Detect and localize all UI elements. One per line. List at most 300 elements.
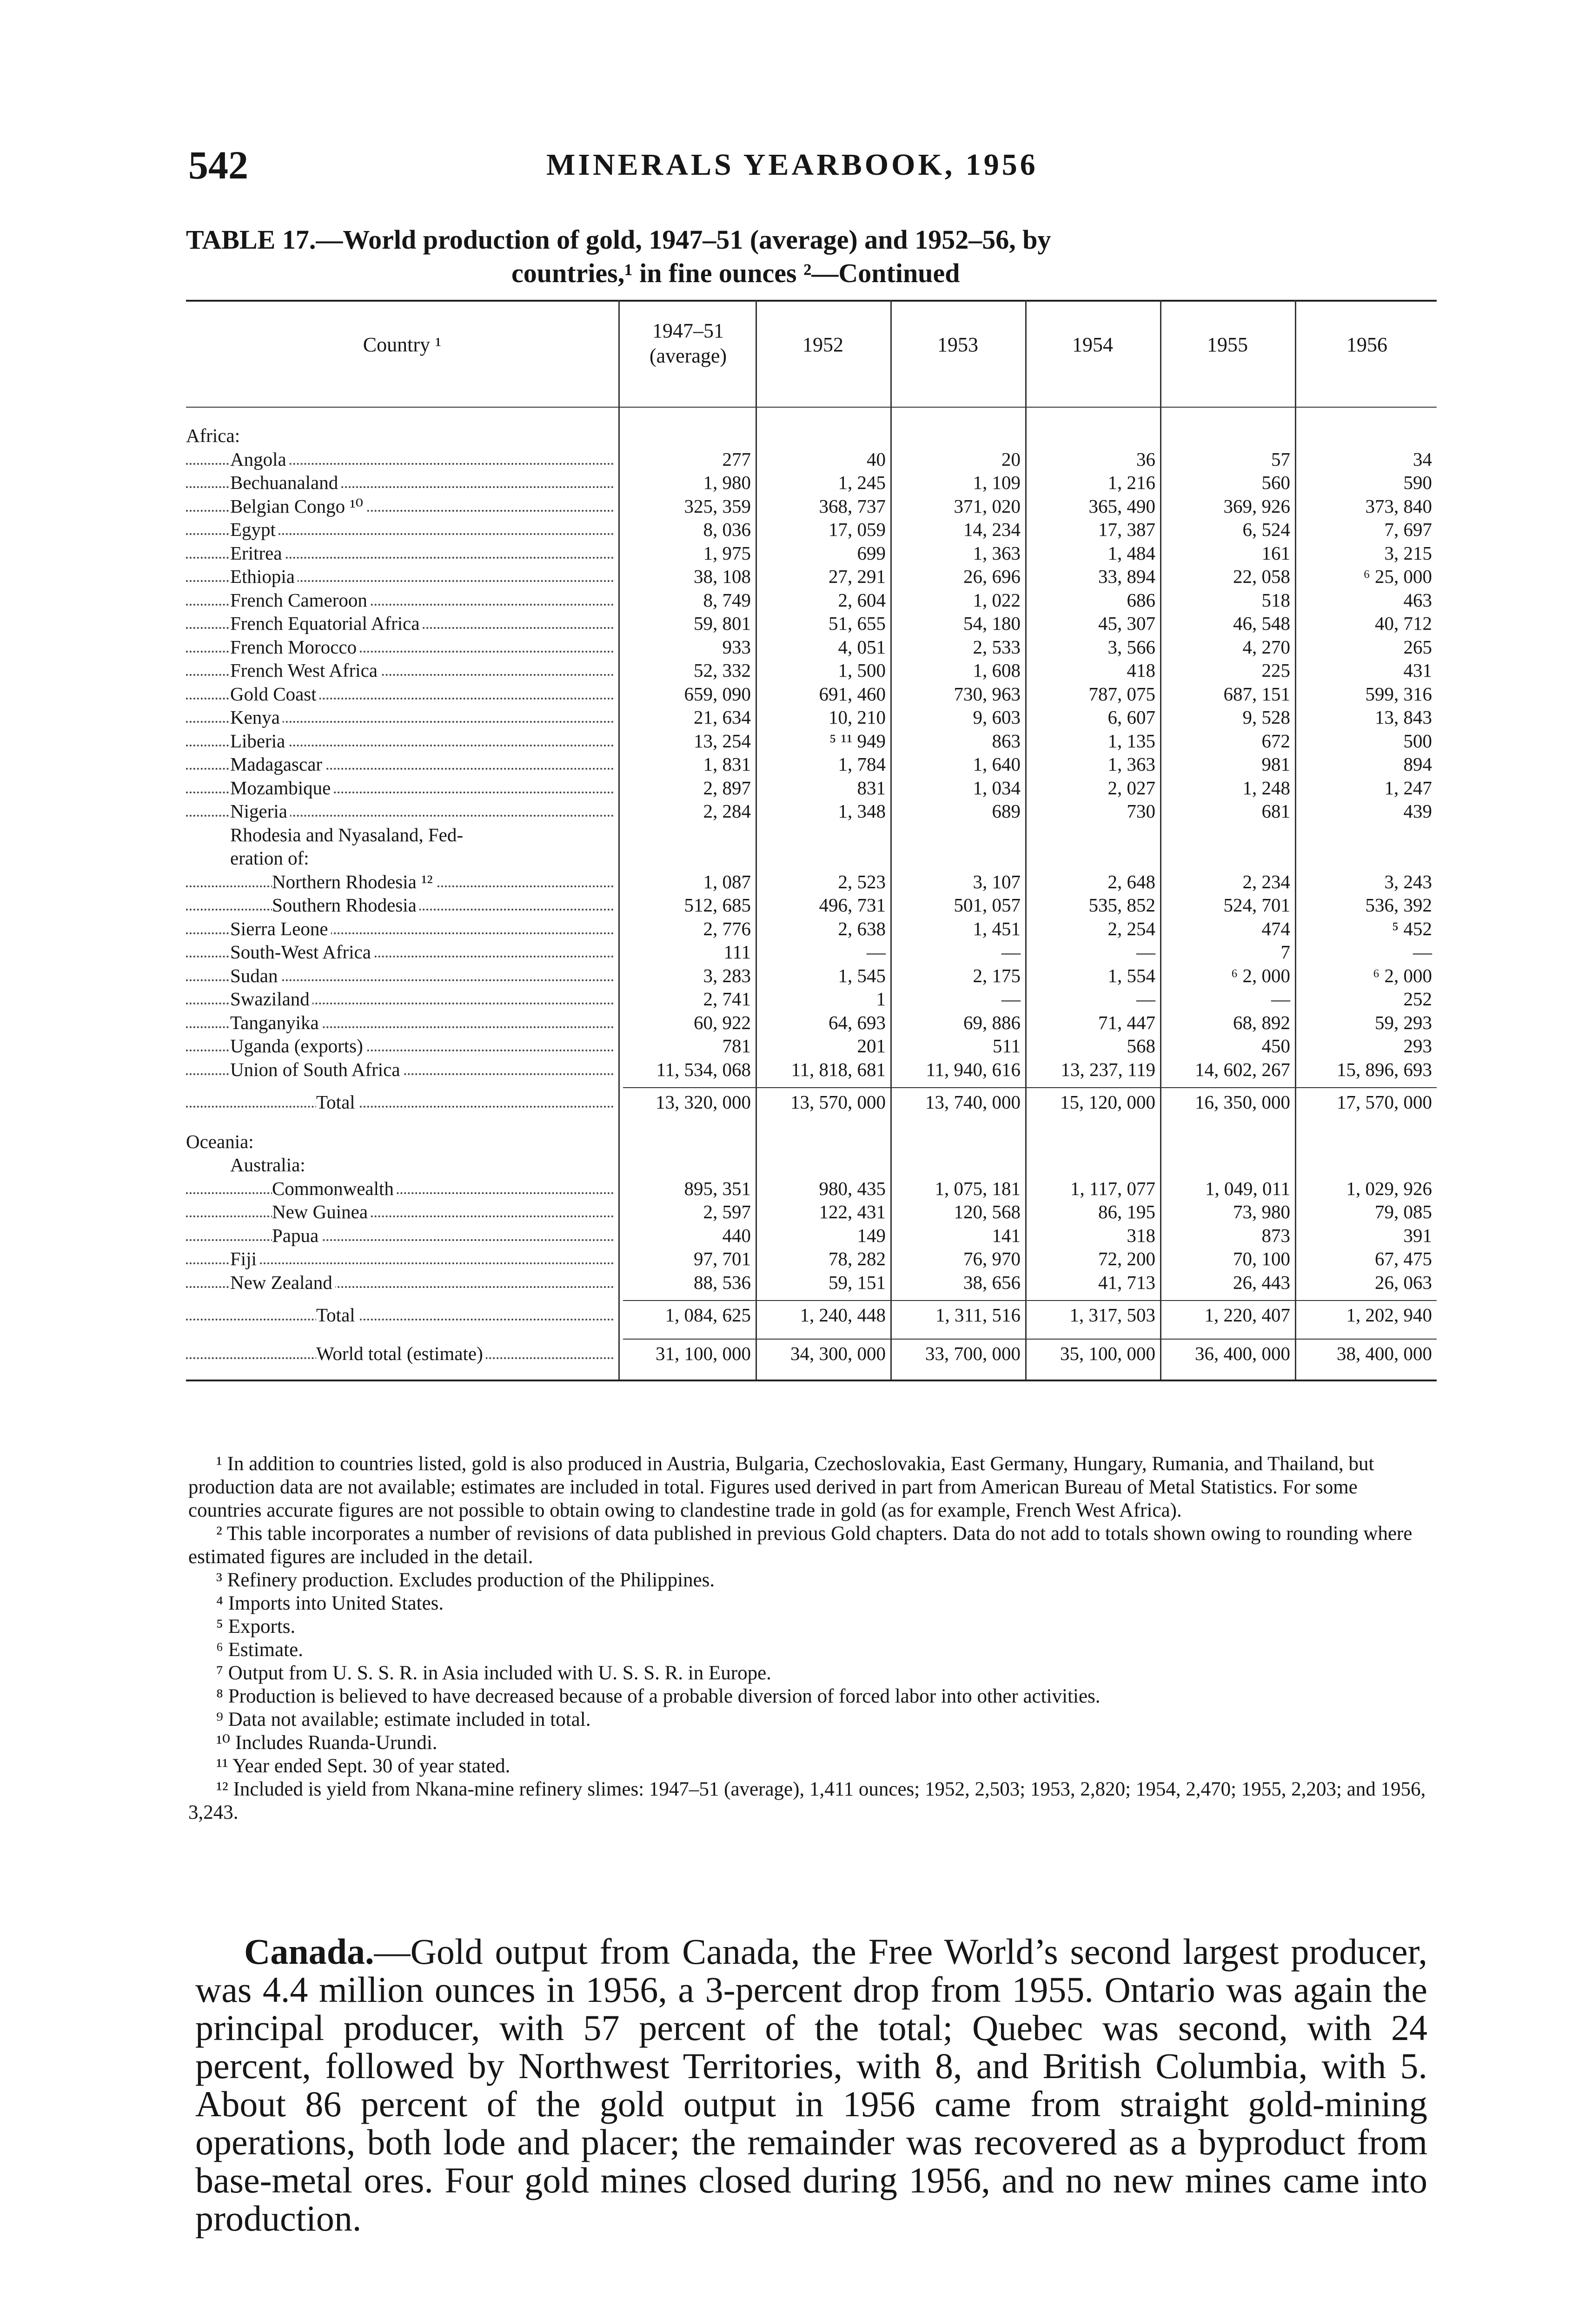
table-cell: 1, 640 xyxy=(973,753,1021,775)
country-label xyxy=(186,612,618,634)
table-cell: 70, 100 xyxy=(1233,1248,1290,1269)
table-cell: 1, 087 xyxy=(703,871,751,892)
table-cell: 1, 784 xyxy=(838,753,886,775)
row-label-text: Angola xyxy=(230,449,289,470)
country-label xyxy=(186,1154,618,1176)
section-heading xyxy=(186,1130,618,1153)
row-label-text: Union of South Africa xyxy=(230,1059,403,1080)
table-cell: 35, 100, 000 xyxy=(1060,1342,1155,1364)
row-label-text: Africa: xyxy=(186,425,243,446)
column-heading: 1947–51 (average) xyxy=(649,319,727,367)
table-cell: 4, 051 xyxy=(838,636,886,658)
table-cell: 13, 570, 000 xyxy=(790,1091,886,1113)
country-label xyxy=(186,800,618,822)
table-cell: 1, 034 xyxy=(973,777,1021,799)
row-label-text: French Equatorial Africa xyxy=(230,613,423,634)
table-caption xyxy=(186,223,1441,290)
table-cell: 2, 523 xyxy=(838,871,886,892)
table-cell: 76, 970 xyxy=(963,1248,1021,1269)
table-cell: 518 xyxy=(1261,589,1290,611)
table-cell: 1, 216 xyxy=(1107,472,1155,493)
row-label-text: Mozambique xyxy=(230,777,333,799)
row-label-text: French Morocco xyxy=(230,636,359,658)
table-cell: 1, 135 xyxy=(1107,730,1155,752)
table-cell: 201 xyxy=(857,1035,886,1056)
table-cell: 781 xyxy=(722,1035,751,1056)
row-label-text: Liberia xyxy=(230,730,288,752)
column-rule xyxy=(1160,300,1161,1380)
table-cell: ⁵ 452 xyxy=(1392,918,1432,939)
table-cell: 141 xyxy=(992,1224,1021,1246)
table-cell: 1, 075, 181 xyxy=(935,1177,1021,1199)
table-cell: 22, 058 xyxy=(1233,566,1290,587)
country-label xyxy=(186,1011,618,1034)
table-cell: 149 xyxy=(857,1224,886,1246)
table-cell: 831 xyxy=(857,777,886,799)
table-cell: 17, 059 xyxy=(829,519,886,540)
column-heading: 1956 xyxy=(1346,333,1387,356)
table-cell: 730, 963 xyxy=(954,683,1021,705)
row-label-text: Northern Rhodesia ¹² xyxy=(272,871,436,892)
row-label-text: Papua xyxy=(272,1225,321,1246)
table-cell: 687, 151 xyxy=(1223,683,1290,705)
table-cell: 1, 240, 448 xyxy=(800,1304,886,1326)
table-cell: 1, 311, 516 xyxy=(935,1304,1021,1326)
table-cell: 895, 351 xyxy=(684,1177,751,1199)
row-label-text: Nigeria xyxy=(230,800,290,822)
footnote: ¹ In addition to countries listed, gold is also produced in Austria, Bulgaria, Czechoslovakia, East Germany, Hungary, Rumania, and Thailand, but production data are not available; estimates are included in total. Figures used derived in part from American Bureau of Metal Statistics. For some countries accurate figures are not possible to obtain owing to clandestine trade in gold (as for example, French West Africa). xyxy=(188,1453,1374,1521)
row-label-text: South-West Africa xyxy=(230,941,374,963)
table-cell: 26, 443 xyxy=(1233,1271,1290,1293)
row-label-text: Eritrea xyxy=(230,542,285,564)
country-label xyxy=(186,730,618,752)
footnote: ³ Refinery production. Excludes production of the Philippines. xyxy=(216,1569,715,1591)
table-cell: 13, 237, 119 xyxy=(1061,1058,1155,1080)
country-label xyxy=(186,706,618,728)
table-cell: 26, 696 xyxy=(963,566,1021,587)
table-cell: 79, 085 xyxy=(1375,1201,1432,1222)
table-cell: 689 xyxy=(992,800,1021,822)
total-label xyxy=(186,1342,618,1365)
table-cell: 1, 608 xyxy=(973,660,1021,681)
table-cell: 11, 940, 616 xyxy=(926,1058,1021,1080)
table-cell: 2, 604 xyxy=(838,589,886,611)
table-cell: ⁶ 25, 000 xyxy=(1363,566,1432,587)
table-cell: 13, 254 xyxy=(694,730,751,752)
table-cell: 6, 524 xyxy=(1242,519,1290,540)
table-cell: 64, 693 xyxy=(829,1011,886,1033)
table-cell: 67, 475 xyxy=(1375,1248,1432,1269)
row-label-text: Fiji xyxy=(230,1248,259,1269)
table-cell: 31, 100, 000 xyxy=(656,1342,751,1364)
table-cell: 560 xyxy=(1261,472,1290,493)
table-cell: 11, 534, 068 xyxy=(656,1058,751,1080)
table-cell: — xyxy=(1271,988,1290,1010)
table-cell: 1, 975 xyxy=(703,542,751,564)
table-cell: 1, 500 xyxy=(838,660,886,681)
table-cell: 13, 740, 000 xyxy=(925,1091,1021,1113)
table-cell: 1, 109 xyxy=(973,472,1021,493)
table-cell: 15, 896, 693 xyxy=(1337,1058,1432,1080)
table-cell: 52, 332 xyxy=(694,660,751,681)
table-cell: 568 xyxy=(1127,1035,1155,1056)
row-label-text: Commonwealth xyxy=(272,1178,397,1199)
table-cell: 496, 731 xyxy=(819,894,886,916)
table-cell: 33, 700, 000 xyxy=(925,1342,1021,1364)
row-label-text: New Zealand xyxy=(230,1272,335,1293)
row-label-text: Oceania: xyxy=(186,1131,257,1152)
table-cell: 1, 348 xyxy=(838,800,886,822)
table-cell: 1, 317, 503 xyxy=(1069,1304,1155,1326)
table-cell: 68, 892 xyxy=(1233,1011,1290,1033)
table-cell: 2, 533 xyxy=(973,636,1021,658)
country-label xyxy=(186,988,618,1010)
footnote: ¹⁰ Includes Ruanda-Urundi. xyxy=(216,1732,438,1754)
total-label xyxy=(186,1304,618,1326)
table-cell: 27, 291 xyxy=(829,566,886,587)
table-cell: 111 xyxy=(723,941,751,963)
table-cell: 9, 528 xyxy=(1242,706,1290,728)
table-cell: 88, 536 xyxy=(694,1271,751,1293)
table-cell: 57 xyxy=(1271,448,1290,470)
row-label-text: World total (estimate) xyxy=(316,1343,486,1364)
table-cell: 225 xyxy=(1261,660,1290,681)
table-cell: 69, 886 xyxy=(963,1011,1021,1033)
table-cell: 440 xyxy=(722,1224,751,1246)
table-cell: 17, 387 xyxy=(1098,519,1155,540)
table-cell: 71, 447 xyxy=(1098,1011,1155,1033)
country-label xyxy=(186,636,618,658)
table-cell: 1, 363 xyxy=(973,542,1021,564)
row-label-text: Total xyxy=(316,1091,358,1113)
country-label xyxy=(186,683,618,705)
table-cell: 2, 741 xyxy=(703,988,751,1010)
table-cell: 431 xyxy=(1403,660,1432,681)
table-cell: 3, 107 xyxy=(973,871,1021,892)
country-label xyxy=(186,471,618,494)
table-cell: 16, 350, 000 xyxy=(1195,1091,1290,1113)
row-label-text: French West Africa xyxy=(230,660,380,681)
production-table xyxy=(186,300,1437,1381)
table-cell: 14, 602, 267 xyxy=(1195,1058,1290,1080)
table-cell: 38, 656 xyxy=(963,1271,1021,1293)
country-label xyxy=(186,1248,618,1270)
paragraph-text: —Gold output from Canada, the Free World’s second largest producer, was 4.4 million ounces in 1956, a 3-percent drop from 1955. Ontario was again the principal producer, with 57 percent of the total; Quebec was second, with 24 percent, followed by Northwest Territories, with 8, and British Columbia, with 5. About 86 percent of the gold output in 1956 came from straight gold-mining operations, both lode and placer; the remainder was recovered as a byproduct from base-metal ores. Four gold mines closed during 1956, and no new mines came into production. xyxy=(195,1931,1427,2238)
footnote: ² This table incorporates a number of revisions of data published in previous Gold chapters. Data do not add to totals shown owing to rounding where estimated figures are included in the detail. xyxy=(188,1523,1412,1568)
table-cell: 1, 220, 407 xyxy=(1204,1304,1290,1326)
column-rule xyxy=(890,300,892,1380)
table-cell: 11, 818, 681 xyxy=(791,1058,886,1080)
table-cell: 3, 566 xyxy=(1107,636,1155,658)
table-caption-line-1: TABLE 17.—World production of gold, 1947–51 (average) and 1952–56, by xyxy=(186,224,1051,255)
footnote: ⁹ Data not available; estimate included in total. xyxy=(216,1709,591,1730)
country-label xyxy=(186,1271,618,1294)
table-cell: ⁶ 2, 000 xyxy=(1372,964,1432,986)
table-cell: 873 xyxy=(1261,1224,1290,1246)
column-rule xyxy=(618,300,620,1380)
country-label xyxy=(186,1201,618,1223)
table-cell: 1, 248 xyxy=(1242,777,1290,799)
table-cell: 38, 108 xyxy=(694,566,751,587)
table-cell: 536, 392 xyxy=(1365,894,1432,916)
row-label-text: Madagascar xyxy=(230,753,325,775)
table-cell: 45, 307 xyxy=(1098,613,1155,634)
header-rule xyxy=(186,407,1437,408)
country-label xyxy=(186,847,618,869)
table-cell: 72, 200 xyxy=(1098,1248,1155,1269)
table-cell: 7 xyxy=(1280,941,1290,963)
table-cell: 36, 400, 000 xyxy=(1195,1342,1290,1364)
table-cell: ⁶ 2, 000 xyxy=(1231,964,1290,986)
table-cell: 38, 400, 000 xyxy=(1337,1342,1432,1364)
footnote: ⁶ Estimate. xyxy=(216,1639,303,1661)
table-cell: 500 xyxy=(1403,730,1432,752)
footnote: ¹¹ Year ended Sept. 30 of year stated. xyxy=(216,1755,511,1777)
table-cell: 59, 151 xyxy=(829,1271,886,1293)
table-cell: 365, 490 xyxy=(1088,495,1155,517)
total-label xyxy=(186,1091,618,1113)
table-cell: 1, 202, 940 xyxy=(1346,1304,1432,1326)
table-cell: 40 xyxy=(867,448,886,470)
column-rule xyxy=(1295,300,1296,1380)
country-label xyxy=(186,941,618,963)
row-label-text: French Cameroon xyxy=(230,589,370,611)
row-label-text: Bechuanaland xyxy=(230,472,341,493)
table-cell: 59, 801 xyxy=(694,613,751,634)
column-heading: 1955 xyxy=(1207,333,1248,356)
table-cell: 980, 435 xyxy=(819,1177,886,1199)
table-cell: 599, 316 xyxy=(1365,683,1432,705)
leader-dots xyxy=(186,1106,614,1108)
country-label xyxy=(186,753,618,775)
table-cell: 122, 431 xyxy=(819,1201,886,1222)
row-label-text: Belgian Congo ¹⁰ xyxy=(230,495,366,517)
table-cell: 1, 831 xyxy=(703,753,751,775)
section-heading xyxy=(186,424,618,447)
country-label xyxy=(186,589,618,611)
footnote: ⁷ Output from U. S. S. R. in Asia included with U. S. S. R. in Europe. xyxy=(216,1662,771,1684)
column-rule xyxy=(756,300,757,1380)
table-cell: ⁵ ¹¹ 949 xyxy=(829,730,886,752)
table-cell: 933 xyxy=(722,636,751,658)
row-label-text: Kenya xyxy=(230,706,283,728)
leader-dots xyxy=(186,1192,614,1194)
column-heading: 1953 xyxy=(937,333,978,356)
table-cell: 2, 897 xyxy=(703,777,751,799)
table-cell: 10, 210 xyxy=(829,706,886,728)
table-cell: 730 xyxy=(1127,800,1155,822)
table-cell: 659, 090 xyxy=(684,683,751,705)
footnote: ⁴ Imports into United States. xyxy=(216,1592,444,1614)
row-label-text: Egypt xyxy=(230,519,278,540)
table-cell: 450 xyxy=(1261,1035,1290,1056)
leader-dots xyxy=(186,1215,614,1217)
table-cell: 8, 749 xyxy=(703,589,751,611)
country-label xyxy=(186,518,618,541)
table-cell: 3, 243 xyxy=(1384,871,1432,892)
table-cell: 371, 020 xyxy=(954,495,1021,517)
table-cell: 51, 655 xyxy=(829,613,886,634)
table-cell: 13, 320, 000 xyxy=(656,1091,751,1113)
table-cell: 463 xyxy=(1403,589,1432,611)
row-label-text: Tanganyika xyxy=(230,1012,322,1033)
table-cell: 15, 120, 000 xyxy=(1060,1091,1155,1113)
table-cell: 54, 180 xyxy=(963,613,1021,634)
table-cell: 17, 570, 000 xyxy=(1337,1091,1432,1113)
table-cell: — xyxy=(1136,941,1155,963)
table-cell: 1, 029, 926 xyxy=(1346,1177,1432,1199)
table-cell: 252 xyxy=(1403,988,1432,1010)
table-cell: 1, 484 xyxy=(1107,542,1155,564)
table-cell: 672 xyxy=(1261,730,1290,752)
table-cell: 1, 554 xyxy=(1107,964,1155,986)
table-bottom-rule xyxy=(186,1380,1437,1381)
table-cell: 474 xyxy=(1261,918,1290,939)
table-cell: 501, 057 xyxy=(954,894,1021,916)
table-cell: 511 xyxy=(993,1035,1021,1056)
table-cell: 46, 548 xyxy=(1233,613,1290,634)
country-label xyxy=(186,448,618,470)
table-cell: 78, 282 xyxy=(829,1248,886,1269)
row-label-text: Australia: xyxy=(230,1154,308,1175)
country-label xyxy=(186,565,618,588)
table-cell: 894 xyxy=(1403,753,1432,775)
country-label xyxy=(186,542,618,564)
row-label-text: Rhodesia and Nyasaland, Fed- xyxy=(230,824,466,845)
table-cell: 2, 027 xyxy=(1107,777,1155,799)
table-cell: 73, 980 xyxy=(1233,1201,1290,1222)
table-cell: — xyxy=(1001,988,1021,1010)
table-cell: 6, 607 xyxy=(1107,706,1155,728)
table-cell: 3, 283 xyxy=(703,964,751,986)
table-cell: 981 xyxy=(1261,753,1290,775)
table-cell: 2, 597 xyxy=(703,1201,751,1222)
row-label-text: Gold Coast xyxy=(230,683,319,705)
table-cell: 14, 234 xyxy=(963,519,1021,540)
table-cell: 40, 712 xyxy=(1375,613,1432,634)
table-cell: 265 xyxy=(1403,636,1432,658)
total-rule xyxy=(623,1300,1437,1301)
table-cell: 293 xyxy=(1403,1035,1432,1056)
page-header xyxy=(188,142,1425,193)
column-heading: 1952 xyxy=(802,333,843,356)
table-cell: 277 xyxy=(722,448,751,470)
table-cell: 9, 603 xyxy=(973,706,1021,728)
footnote: ⁵ Exports. xyxy=(216,1616,296,1637)
row-label-text: New Guinea xyxy=(272,1201,371,1222)
table-cell: 41, 713 xyxy=(1098,1271,1155,1293)
table-cell: 418 xyxy=(1127,660,1155,681)
country-label xyxy=(186,918,618,940)
table-cell: 318 xyxy=(1127,1224,1155,1246)
table-cell: 20 xyxy=(1001,448,1021,470)
page-number: 542 xyxy=(188,143,248,187)
table-cell: 1, 049, 011 xyxy=(1205,1177,1290,1199)
country-label xyxy=(186,1058,618,1081)
table-cell: — xyxy=(1413,941,1432,963)
row-label-text: Sierra Leone xyxy=(230,918,331,939)
country-label xyxy=(186,659,618,681)
row-label-text: Sudan xyxy=(230,965,281,986)
table-cell: 1, 247 xyxy=(1384,777,1432,799)
table-cell: 1 xyxy=(876,988,886,1010)
country-label xyxy=(186,894,618,916)
stub-heading: Country ¹ xyxy=(363,333,442,356)
table-cell: 691, 460 xyxy=(819,683,886,705)
table-cell: 512, 685 xyxy=(684,894,751,916)
row-label-text: eration of: xyxy=(230,847,312,869)
table-cell: 1, 363 xyxy=(1107,753,1155,775)
country-label xyxy=(186,777,618,799)
country-label xyxy=(186,871,618,893)
country-label xyxy=(186,964,618,987)
table-cell: 161 xyxy=(1261,542,1290,564)
country-label xyxy=(186,1177,618,1200)
table-cell: 13, 843 xyxy=(1375,706,1432,728)
table-cell: 34, 300, 000 xyxy=(790,1342,886,1364)
table-cell: 2, 175 xyxy=(973,964,1021,986)
table-cell: — xyxy=(1001,941,1021,963)
table-cell: 686 xyxy=(1127,589,1155,611)
footnote: ¹² Included is yield from Nkana-mine refinery slimes: 1947–51 (average), 1,411 ounces; 1952, 2,503; 1953, 2,820; 1954, 2,470; 1955, 2,203; and 1956, 3,243. xyxy=(188,1778,1426,1823)
table-cell: 2, 284 xyxy=(703,800,751,822)
country-label xyxy=(186,1035,618,1057)
table-cell: — xyxy=(1136,988,1155,1010)
table-cell: 3, 215 xyxy=(1384,542,1432,564)
country-label xyxy=(186,495,618,517)
table-cell: 1, 545 xyxy=(838,964,886,986)
country-label xyxy=(186,1224,618,1247)
table-cell: 2, 648 xyxy=(1107,871,1155,892)
country-label xyxy=(186,824,618,846)
footnote: ⁸ Production is believed to have decreased because of a probable diversion of forced labor into other activities. xyxy=(216,1685,1101,1707)
table-cell: 787, 075 xyxy=(1088,683,1155,705)
table-cell: 4, 270 xyxy=(1242,636,1290,658)
table-cell: 535, 852 xyxy=(1088,894,1155,916)
table-cell: 2, 234 xyxy=(1242,871,1290,892)
table-cell: 97, 701 xyxy=(694,1248,751,1269)
row-label-text: Total xyxy=(316,1304,358,1326)
table-cell: 7, 697 xyxy=(1384,519,1432,540)
table-cell: 60, 922 xyxy=(694,1011,751,1033)
table-cell: — xyxy=(867,941,886,963)
table-cell: 1, 451 xyxy=(973,918,1021,939)
table-cell: 1, 022 xyxy=(973,589,1021,611)
row-label-text: Uganda (exports) xyxy=(230,1035,366,1056)
total-rule xyxy=(623,1339,1437,1340)
total-rule xyxy=(623,1087,1437,1088)
running-title: MINERALS YEARBOOK, 1956 xyxy=(546,148,1038,182)
table-cell: 2, 638 xyxy=(838,918,886,939)
footnotes xyxy=(188,1452,1427,1824)
table-cell: 681 xyxy=(1261,800,1290,822)
table-cell: 1, 980 xyxy=(703,472,751,493)
table-cell: 120, 568 xyxy=(954,1201,1021,1222)
table-cell: 373, 840 xyxy=(1365,495,1432,517)
table-cell: 699 xyxy=(857,542,886,564)
table-cell: 86, 195 xyxy=(1098,1201,1155,1222)
row-label-text: Ethiopia xyxy=(230,566,298,587)
table-cell: 2, 254 xyxy=(1107,918,1155,939)
run-in-heading: Canada. xyxy=(244,1931,374,1972)
table-cell: 863 xyxy=(992,730,1021,752)
table-cell: 524, 701 xyxy=(1223,894,1290,916)
row-label-text: Southern Rhodesia xyxy=(272,894,419,916)
table-cell: 59, 293 xyxy=(1375,1011,1432,1033)
body-paragraph xyxy=(195,1933,1427,2238)
leader-dots xyxy=(186,1319,614,1320)
table-caption-line-2: countries,¹ in fine ounces ²—Continued xyxy=(511,258,960,288)
